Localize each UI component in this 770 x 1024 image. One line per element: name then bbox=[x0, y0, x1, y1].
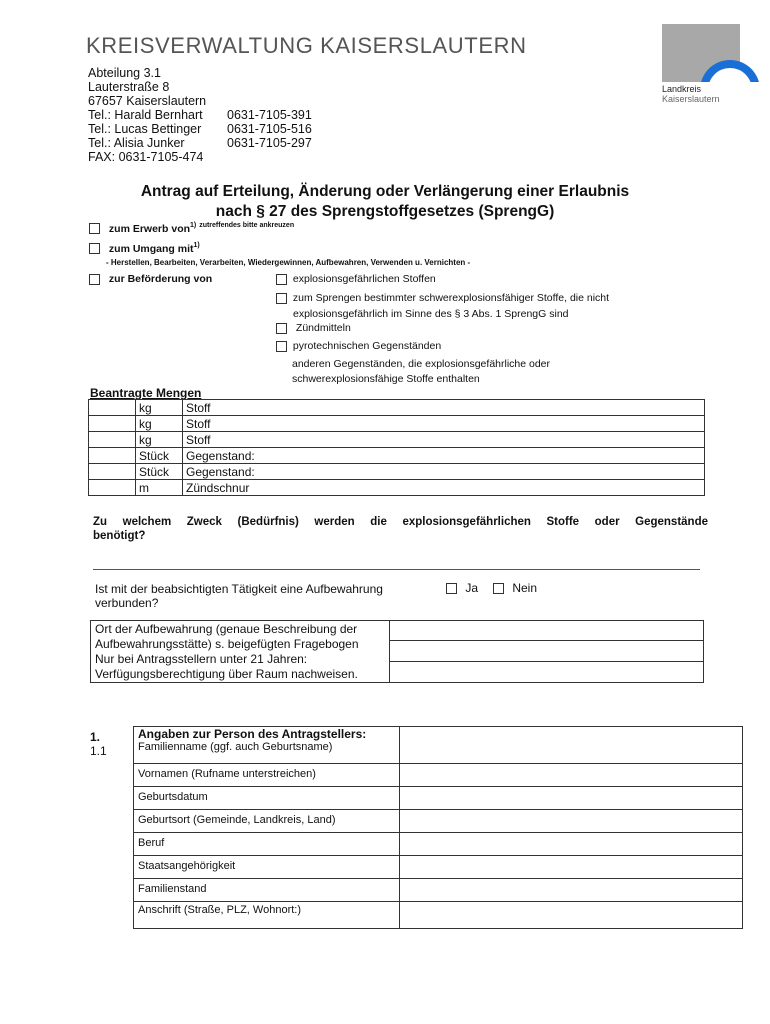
desc-cell[interactable]: Gegenstand: bbox=[183, 464, 705, 480]
table-row bbox=[134, 727, 743, 764]
person-field-label bbox=[134, 727, 400, 764]
item-checkbox[interactable] bbox=[276, 274, 287, 285]
zweck-question-line1: Zu welchem Zweck (Bedürfnis) werden die explosionsgefährlichen Stoffe oder Gegenstände bbox=[93, 516, 708, 528]
item-label: pyrotechnischen Gegenständen bbox=[292, 340, 442, 352]
umgang-label: zum Umgang mit bbox=[108, 242, 194, 255]
subsection-number: 1.1 bbox=[90, 744, 107, 758]
fax-number: FAX: 0631-7105-474 bbox=[88, 150, 204, 164]
contact-name: Tel.: Lucas Bettinger bbox=[88, 122, 202, 136]
amount-cell[interactable] bbox=[89, 432, 136, 448]
contact-name: Tel.: Harald Bernhart bbox=[88, 108, 203, 122]
person-input-cell[interactable] bbox=[400, 879, 743, 902]
ort-line: Verfügungsberechtigung über Raum nachweisen. bbox=[95, 667, 358, 681]
amount-cell[interactable] bbox=[89, 416, 136, 432]
person-input-cell[interactable] bbox=[400, 787, 743, 810]
ja-checkbox[interactable] bbox=[446, 583, 457, 594]
amount-cell[interactable] bbox=[89, 464, 136, 480]
unit-cell: Stück bbox=[136, 448, 183, 464]
form-title-line1: Antrag auf Erteilung, Änderung oder Verlängerung einer Erlaubnis bbox=[140, 183, 630, 200]
table-row bbox=[134, 856, 743, 879]
option-erwerb bbox=[89, 222, 294, 235]
field-label: Beruf bbox=[134, 833, 400, 856]
table-row bbox=[89, 400, 705, 416]
contact-phone[interactable]: 0631-7105-516 bbox=[227, 122, 312, 136]
ort-input-cell[interactable] bbox=[390, 641, 704, 661]
befoerderung-checkbox[interactable] bbox=[89, 274, 100, 285]
field-label: Familienname (ggf. auch Geburtsname) bbox=[138, 741, 333, 753]
aufbewahrung-question-line2: verbunden? bbox=[95, 596, 159, 610]
contact-phone[interactable]: 0631-7105-391 bbox=[227, 108, 312, 122]
table-row bbox=[134, 879, 743, 902]
field-label: Staatsangehörigkeit bbox=[134, 856, 400, 879]
field-label: Anschrift (Straße, PLZ, Wohnort:) bbox=[134, 902, 400, 929]
field-label: Geburtsdatum bbox=[134, 787, 400, 810]
nein-checkbox[interactable] bbox=[493, 583, 504, 594]
section-number: 1. bbox=[90, 730, 101, 744]
zweck-question-line2: benötigt? bbox=[93, 530, 146, 542]
unit-cell: kg bbox=[136, 416, 183, 432]
table-row bbox=[134, 764, 743, 787]
table-row bbox=[89, 416, 705, 432]
table-row bbox=[134, 810, 743, 833]
erwerb-checkbox[interactable] bbox=[89, 223, 100, 234]
item-label: zum Sprengen bestimmter schwerexplosionsfähiger Stoffe, die nicht bbox=[292, 292, 610, 304]
person-table bbox=[133, 726, 743, 929]
contact-name: Tel.: Alisia Junker bbox=[88, 136, 185, 150]
ort-line: Nur bei Antragsstellern unter 21 Jahren: bbox=[95, 652, 308, 666]
nein-label: Nein bbox=[512, 581, 538, 595]
field-label: Familienstand bbox=[134, 879, 400, 902]
zweck-answer-line[interactable] bbox=[93, 569, 700, 570]
table-row bbox=[134, 902, 743, 929]
address-line: 67657 Kaiserslautern bbox=[88, 94, 207, 108]
table-row bbox=[89, 432, 705, 448]
item-checkbox[interactable] bbox=[276, 323, 287, 334]
option-umgang bbox=[89, 242, 200, 255]
address-line: Lauterstraße 8 bbox=[88, 80, 170, 94]
authority-title: KREISVERWALTUNG KAISERSLAUTERN bbox=[86, 33, 527, 58]
contact-phone[interactable]: 0631-7105-297 bbox=[227, 136, 312, 150]
table-row bbox=[89, 464, 705, 480]
desc-cell[interactable]: Stoff bbox=[183, 400, 705, 416]
aufbewahrung-question-line1: Ist mit der beabsichtigten Tätigkeit eine Aufbewahrung bbox=[95, 582, 383, 596]
amount-cell[interactable] bbox=[89, 448, 136, 464]
table-row bbox=[89, 480, 705, 496]
amount-cell[interactable] bbox=[89, 480, 136, 496]
person-input-cell[interactable] bbox=[400, 902, 743, 929]
unit-cell: kg bbox=[136, 400, 183, 416]
table-row bbox=[134, 833, 743, 856]
ort-input-cell[interactable] bbox=[390, 621, 704, 641]
person-input-cell[interactable] bbox=[400, 764, 743, 787]
item-label: Zündmitteln bbox=[295, 322, 351, 334]
field-label: Vornamen (Rufname unterstreichen) bbox=[134, 764, 400, 787]
nein-option bbox=[493, 581, 537, 595]
item-continuation: anderen Gegenständen, die explosionsgefährliche oder bbox=[292, 358, 551, 370]
person-input-cell[interactable] bbox=[400, 810, 743, 833]
umgang-footnote-mark: 1) bbox=[193, 242, 200, 249]
ort-line: Ort der Aufbewahrung (genaue Beschreibung der bbox=[95, 622, 358, 636]
desc-cell[interactable]: Gegenstand: bbox=[183, 448, 705, 464]
logo-text-line1: Landkreis bbox=[662, 84, 702, 94]
erwerb-note: zutreffendes bitte ankreuzen bbox=[199, 222, 295, 229]
mengen-table bbox=[88, 399, 705, 496]
field-label: Geburtsort (Gemeinde, Landkreis, Land) bbox=[134, 810, 400, 833]
desc-cell[interactable]: Zündschnur bbox=[183, 480, 705, 496]
unit-cell: m bbox=[136, 480, 183, 496]
unit-cell: Stück bbox=[136, 464, 183, 480]
item-continuation: explosionsgefährlich im Sinne des § 3 Abs. 1 SprengG sind bbox=[293, 308, 569, 320]
ort-line: Aufbewahrungsstätte) s. beigefügten Fragebogen bbox=[95, 637, 359, 651]
amount-cell[interactable] bbox=[89, 400, 136, 416]
option-item bbox=[276, 273, 436, 285]
option-item bbox=[276, 340, 441, 352]
ort-table bbox=[90, 620, 704, 683]
person-input-cell[interactable] bbox=[400, 833, 743, 856]
desc-cell[interactable]: Stoff bbox=[183, 432, 705, 448]
erwerb-footnote-mark: 1) bbox=[190, 222, 197, 229]
ja-label: Ja bbox=[465, 581, 479, 595]
person-input-cell[interactable] bbox=[400, 856, 743, 879]
ort-description bbox=[91, 621, 390, 683]
erwerb-label: zum Erwerb von bbox=[108, 222, 191, 235]
item-checkbox[interactable] bbox=[276, 341, 287, 352]
option-item bbox=[276, 292, 609, 304]
address-line: Abteilung 3.1 bbox=[88, 66, 161, 80]
table-row bbox=[91, 621, 704, 641]
option-item bbox=[276, 322, 351, 334]
ja-option bbox=[446, 581, 478, 595]
umgang-checkbox[interactable] bbox=[89, 243, 100, 254]
umgang-note: - Herstellen, Bearbeiten, Verarbeiten, Wiedergewinnen, Aufbewahren, Verwenden u. Vernichten - bbox=[106, 258, 471, 267]
item-checkbox[interactable] bbox=[276, 293, 287, 304]
unit-cell: kg bbox=[136, 432, 183, 448]
form-title-line2: nach § 27 des Sprengstoffgesetzes (SprengG) bbox=[215, 203, 555, 220]
befoerderung-label: zur Beförderung von bbox=[108, 273, 213, 285]
desc-cell[interactable]: Stoff bbox=[183, 416, 705, 432]
table-row bbox=[89, 448, 705, 464]
item-label: explosionsgefährlichen Stoffen bbox=[292, 273, 436, 285]
person-heading: Angaben zur Person des Antragstellers: bbox=[138, 727, 367, 741]
mengen-heading: Beantragte Mengen bbox=[90, 386, 202, 400]
item-continuation: schwerexplosionsfähige Stoffe enthalten bbox=[292, 373, 480, 385]
ort-input-cell[interactable] bbox=[390, 661, 704, 682]
option-befoerderung bbox=[89, 273, 212, 285]
table-row bbox=[134, 787, 743, 810]
logo-text-line2: Kaiserslautern bbox=[662, 94, 720, 104]
person-input-cell[interactable] bbox=[400, 727, 743, 764]
